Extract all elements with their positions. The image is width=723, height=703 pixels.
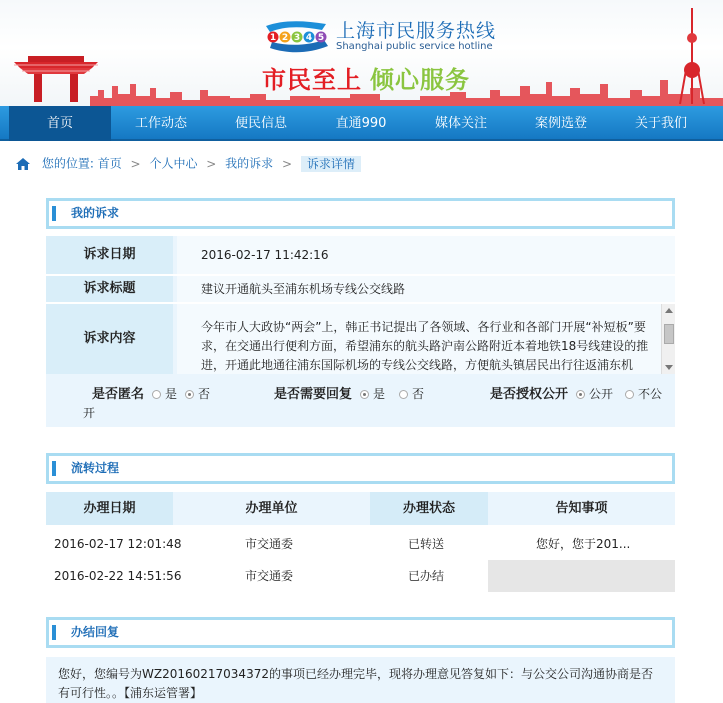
- label-content: 诉求内容: [46, 304, 173, 374]
- header-unit: 办理单位: [245, 501, 298, 516]
- section-marker: [52, 461, 56, 476]
- reply-needed-label: 是否需要回复: [274, 387, 353, 402]
- section-reply: [46, 617, 675, 648]
- site-title: 上海市民服务热线: [336, 20, 497, 42]
- scroll-thumb[interactable]: [664, 324, 674, 344]
- cell-unit: 市交通委: [245, 537, 294, 551]
- site-subtitle: Shanghai public service hotline: [336, 41, 493, 52]
- breadcrumb-separator: >: [206, 156, 217, 171]
- cell-unit: 市交通委: [245, 569, 294, 583]
- nav-item-home[interactable]: 首页: [9, 106, 111, 141]
- breadcrumb-separator: >: [282, 156, 293, 171]
- table-row: [46, 560, 675, 592]
- section-marker: [52, 206, 56, 221]
- content-textarea[interactable]: [177, 304, 675, 374]
- reply-needed-yes-radio[interactable]: [360, 390, 369, 399]
- cell-notice: [488, 560, 675, 592]
- nav-item-media[interactable]: 媒体关注: [434, 116, 487, 131]
- label-title: 诉求标题: [46, 276, 173, 302]
- section-title: 流转过程: [71, 461, 120, 475]
- authorize-label: 是否授权公开: [490, 387, 569, 402]
- content-scrollbar[interactable]: [661, 304, 675, 374]
- process-table: [46, 492, 675, 592]
- breadcrumb-separator: >: [130, 156, 141, 171]
- section-process: [46, 453, 675, 484]
- reply-needed-no-radio[interactable]: [399, 390, 408, 399]
- reply-needed-yes-label: 是: [373, 387, 386, 401]
- anonymous-label: 是否匿名: [92, 387, 145, 402]
- header-date: 办理日期: [46, 492, 173, 525]
- reply-needed-no-label: 否: [412, 387, 425, 401]
- authorize-private-label-part1: 不公: [638, 387, 663, 401]
- nav-item-about[interactable]: 关于我们: [634, 116, 687, 131]
- row-date: [46, 236, 675, 274]
- row-title: [46, 276, 675, 302]
- header-notice: 告知事项: [555, 501, 608, 516]
- breadcrumb-complaints[interactable]: 我的诉求: [225, 156, 274, 171]
- logo-digit: 1: [269, 33, 277, 43]
- logo-digit: 2: [281, 33, 289, 43]
- scroll-up-icon[interactable]: [665, 308, 673, 313]
- authorize-public-label: 公开: [589, 387, 614, 401]
- main-nav: [0, 106, 723, 141]
- section-my-complaint: [46, 198, 675, 229]
- reply-text: 您好，您编号为WZ20160217034372的事项已经办理完毕，现将办理意见答复如下：与公交公司沟通协商是否有可行性。。【浦东运管署】: [46, 657, 675, 703]
- breadcrumb-prefix: 您的位置:: [41, 156, 94, 171]
- authorize-public-radio[interactable]: [576, 390, 585, 399]
- section-marker: [52, 625, 56, 640]
- cell-date: 2016-02-22 14:51:56: [54, 569, 182, 583]
- header-banner: [0, 0, 723, 106]
- value-date: 2016-02-17 11:42:16: [177, 236, 675, 274]
- cell-notice[interactable]: 您好，您于201...: [536, 537, 631, 551]
- anonymous-yes-radio[interactable]: [152, 390, 161, 399]
- logo-digit: 3: [293, 33, 301, 43]
- row-content: [46, 304, 675, 374]
- logo-digit: 5: [317, 33, 325, 43]
- complaint-table: [46, 236, 675, 427]
- logo-digit: 4: [305, 33, 313, 43]
- label-date: 诉求日期: [46, 236, 173, 274]
- breadcrumb-current: 诉求详情: [301, 156, 361, 172]
- anonymous-no-radio[interactable]: [185, 390, 194, 399]
- nav-item-info[interactable]: 便民信息: [234, 116, 287, 131]
- slogan-part1: 市民至上: [262, 66, 362, 94]
- breadcrumb-personal[interactable]: 个人中心: [149, 156, 198, 171]
- anonymous-no-label: 否: [198, 387, 211, 401]
- section-title: 我的诉求: [71, 206, 120, 220]
- slogan-part2: 倾心服务: [370, 66, 470, 94]
- anonymous-option: [92, 383, 210, 402]
- authorize-private-radio[interactable]: [625, 390, 634, 399]
- hotline-logo-icon: [262, 18, 332, 56]
- cell-date: 2016-02-17 12:01:48: [54, 537, 182, 551]
- nav-item-990[interactable]: 直通990: [335, 116, 387, 131]
- breadcrumb: [16, 153, 361, 173]
- cell-status: 已办结: [408, 569, 445, 583]
- content-text: 今年市人大政协“两会”上，韩正书记提出了各领域、各行业和各部门开展“补短板”要求，在交通出行便利方面，希望浦东的航头路沪南公路附近本着地铁18号线建设的推进，开通此地通往浦东国际机场的专线公交线路，方便航头镇居民出行往返浦东机: [201, 320, 649, 372]
- breadcrumb-home[interactable]: 首页: [97, 156, 122, 171]
- header-status: 办理状态: [370, 492, 488, 525]
- reply-needed-option: [274, 383, 424, 402]
- pearl-tower-icon: [676, 8, 708, 104]
- authorize-option: [490, 383, 662, 402]
- authorize-private-label-wrap: 开: [83, 406, 96, 420]
- anonymous-yes-label: 是: [165, 387, 178, 401]
- cell-status: 已转送: [408, 537, 445, 551]
- table-row: [46, 528, 675, 560]
- process-header: [46, 492, 675, 525]
- options-row: [46, 374, 675, 427]
- scroll-down-icon[interactable]: [665, 365, 673, 370]
- home-icon: [16, 158, 30, 170]
- section-title: 办结回复: [71, 625, 120, 639]
- value-title: 建议开通航头至浦东机场专线公交线路: [177, 276, 675, 302]
- nav-item-news[interactable]: 工作动态: [134, 116, 187, 131]
- slogan: [262, 60, 470, 95]
- nav-item-cases[interactable]: 案例选登: [534, 116, 587, 131]
